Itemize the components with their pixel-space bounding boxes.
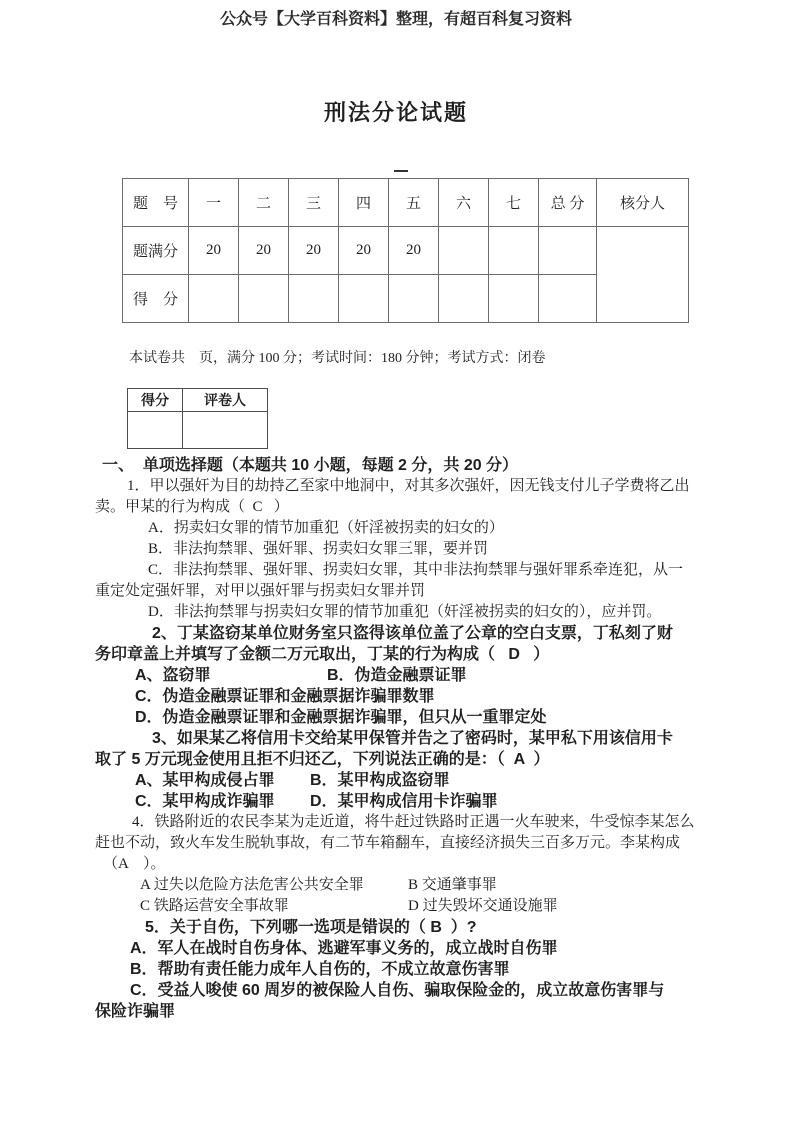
questions-block bbox=[0, 476, 792, 1022]
full-marks-cell: 20 bbox=[289, 227, 339, 275]
score-header-cell: 一 bbox=[189, 179, 239, 227]
q2-options-ab bbox=[0, 665, 792, 686]
full-marks-cell bbox=[539, 227, 597, 275]
page-title: 刑法分论试题 bbox=[323, 100, 468, 125]
watermark-text: 公众号【大学百科资料】整理，有超百科复习资料 bbox=[219, 11, 572, 28]
q4-stem-line: 4．铁路附近的农民李某为走近道，将牛赶过铁路时正遇一火车驶来，牛受惊李某怎么 bbox=[132, 814, 695, 830]
full-marks-cell bbox=[489, 227, 539, 275]
q3-option-b: B．某甲构成盗窃罪 bbox=[310, 772, 450, 789]
grader-table-empty-row bbox=[128, 412, 268, 449]
q1-option-b: B．非法拘禁罪、强奸罪、拐卖妇女罪三罪，要并罚 bbox=[148, 541, 489, 557]
q2-stem-line: 2、丁某盗窃某单位财务室只盗得该单位盖了公章的空白支票，丁私刻了财 bbox=[152, 625, 673, 642]
score-label-cell: 得分 bbox=[128, 389, 183, 412]
full-marks-cell: 20 bbox=[189, 227, 239, 275]
q1-option-d: D．非法拘禁罪与拐卖妇女罪的情节加重犯（奸淫被拐卖的妇女的），应并罚。 bbox=[148, 604, 662, 620]
full-marks-cell: 20 bbox=[389, 227, 439, 275]
score-cell bbox=[289, 275, 339, 323]
q1-option-c: C．非法拘禁罪、强奸罪、拐卖妇女罪，其中非法拘禁罪与强奸罪系牵连犯，从一 bbox=[148, 562, 684, 578]
score-header-cell: 五 bbox=[389, 179, 439, 227]
score-cell bbox=[339, 275, 389, 323]
checker-cell bbox=[597, 227, 689, 323]
q1-option-a: A．拐卖妇女罪的情节加重犯（奸淫被拐卖的妇女的） bbox=[148, 520, 504, 536]
score-cell bbox=[389, 275, 439, 323]
score-empty-cell bbox=[128, 412, 183, 449]
q4-stem-line: 赶也不动，致火车发生脱轨事故，有二节车箱翻车，直接经济损失三百多万元。李某构成 bbox=[95, 835, 681, 851]
q3-options-ab bbox=[0, 770, 792, 791]
q2-option-c: C．伪造金融票证罪和金融票据诈骗罪数罪 bbox=[135, 688, 435, 705]
q3-stem-line: 3、如果某乙将信用卡交给某甲保管并告之了密码时，某甲私下用该信用卡 bbox=[152, 730, 673, 747]
score-summary-table bbox=[122, 178, 689, 323]
q3-option-a: A、某甲构成侵占罪 bbox=[135, 772, 275, 789]
q4-option-a: A 过失以危险方法危害公共安全罪 bbox=[140, 877, 364, 893]
q5-option-a: A．军人在战时自伤身体、逃避军事义务的，成立战时自伤罪 bbox=[130, 940, 558, 957]
score-header-cell: 二 bbox=[239, 179, 289, 227]
section-heading: 一、 单项选择题（本题共 10 小题，每题 2 分，共 20 分） bbox=[102, 457, 519, 474]
grader-table-header-row bbox=[128, 389, 268, 412]
score-cell bbox=[239, 275, 289, 323]
score-header-cell: 六 bbox=[439, 179, 489, 227]
full-marks-row bbox=[123, 227, 689, 275]
score-table-header-row bbox=[123, 179, 689, 227]
q4-options-cd bbox=[0, 896, 792, 917]
full-marks-cell bbox=[439, 227, 489, 275]
q5-stem-line: 5．关于自伤，下列哪一选项是错误的（ B ）? bbox=[145, 919, 477, 936]
score-header-cell: 三 bbox=[289, 179, 339, 227]
q5-option-c-cont: 保险诈骗罪 bbox=[95, 1003, 176, 1020]
q1-option-c-cont: 重定处定强奸罪，对甲以强奸罪与拐卖妇女罪并罚 bbox=[95, 583, 426, 599]
q2-option-d: D．伪造金融票证罪和金融票据诈骗罪，但只从一重罪定处 bbox=[135, 709, 547, 726]
score-cell bbox=[489, 275, 539, 323]
score-cell bbox=[439, 275, 489, 323]
score-cell bbox=[189, 275, 239, 323]
q5-option-b: B．帮助有责任能力成年人自伤的，不成立故意伤害罪 bbox=[130, 961, 510, 978]
q3-options-cd bbox=[0, 791, 792, 812]
row-label-cell: 题满分 bbox=[123, 227, 189, 275]
q2-option-b: B．伪造金融票证罪 bbox=[327, 667, 467, 684]
q4-options-ab bbox=[0, 875, 792, 896]
grader-label-cell: 评卷人 bbox=[183, 389, 268, 412]
q4-option-d: D 过失毁坏交通设施罪 bbox=[408, 898, 558, 914]
q4-option-b: B 交通肇事罪 bbox=[408, 877, 497, 893]
q4-option-c: C 铁路运营安全事故罪 bbox=[140, 898, 289, 914]
full-marks-cell: 20 bbox=[339, 227, 389, 275]
score-cell bbox=[539, 275, 597, 323]
score-header-cell: 四 bbox=[339, 179, 389, 227]
q2-option-a: A、盗窃罪 bbox=[135, 667, 211, 684]
exam-info-text: 本试卷共 页，满分 100 分；考试时间：180 分钟；考试方式：闭卷 bbox=[129, 351, 546, 366]
q3-option-c: C．某甲构成诈骗罪 bbox=[135, 793, 275, 810]
grader-table bbox=[127, 388, 268, 449]
q1-stem-line: 1．甲以强奸为目的劫持乙至家中地洞中，对其多次强奸，因无钱支付儿子学费将乙出 bbox=[127, 478, 690, 494]
full-marks-cell: 20 bbox=[239, 227, 289, 275]
score-header-cell: 七 bbox=[489, 179, 539, 227]
q3-stem-line: 取了 5 万元现金使用且拒不归还乙，下列说法正确的是：（ A ） bbox=[95, 751, 550, 768]
q4-answer-line: （A ）。 bbox=[103, 856, 166, 872]
score-header-cell: 核分人 bbox=[597, 179, 689, 227]
blank-underscore bbox=[394, 170, 408, 172]
row-label-cell: 得 分 bbox=[123, 275, 189, 323]
score-header-cell: 总 分 bbox=[539, 179, 597, 227]
q3-option-d: D．某甲构成信用卡诈骗罪 bbox=[310, 793, 498, 810]
grader-empty-cell bbox=[183, 412, 268, 449]
q5-option-c: C．受益人唆使 60 周岁的被保险人自伤、骗取保险金的，成立故意伤害罪与 bbox=[130, 982, 665, 999]
q1-stem-line: 卖。甲某的行为构成（ C ） bbox=[95, 499, 289, 515]
score-header-cell: 题 号 bbox=[123, 179, 189, 227]
q2-stem-line: 务印章盖上并填写了金额二万元取出，丁某的行为构成（ D ） bbox=[95, 646, 550, 663]
